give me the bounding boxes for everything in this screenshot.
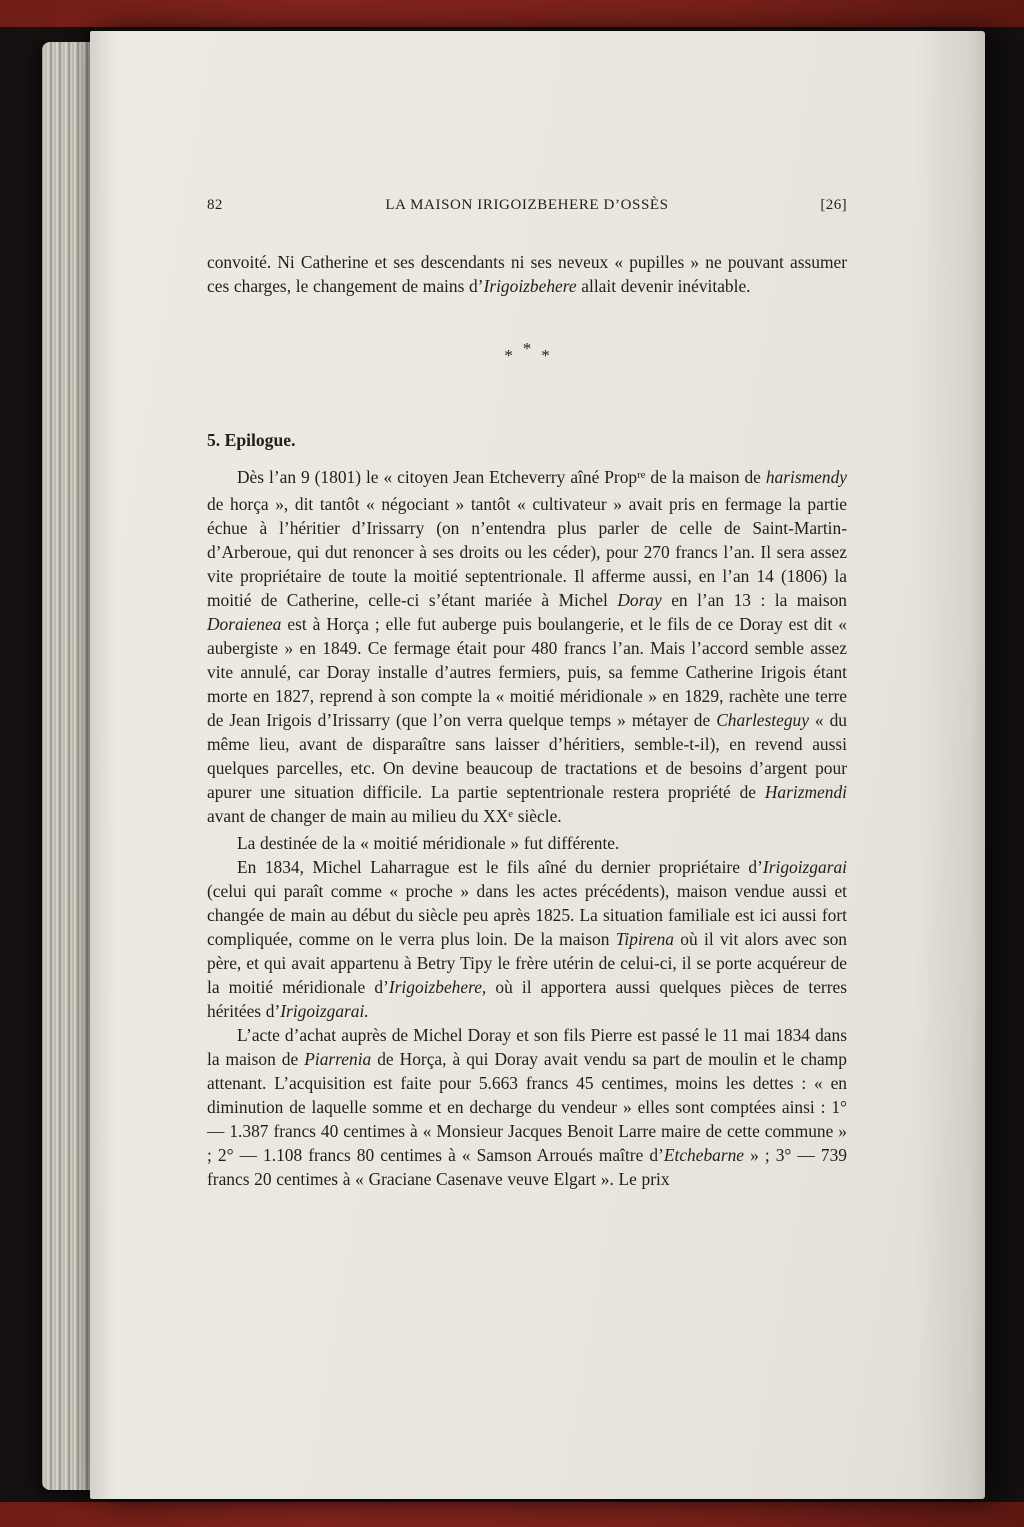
house-name-italic: Irigoizbehere, [388,977,487,997]
paragraph [207,855,847,1023]
house-name-italic: Irigoizgarai. [280,1001,369,1021]
page-content-area [207,197,847,1191]
house-name-italic: Etchebarne [663,1145,745,1165]
text-run: « du même lieu, avant de disparaître sans laisser d’héritiers, semble-t-il), en revend aussi quelques parcelles, etc. On devine beaucoup de tractations et de besoins d’argent pour apurer une situation difficile. La partie septentrionale restera propriété de [207,710,847,802]
text-run: » ; 3° — 739 francs 20 centimes à « Graciane Casenave veuve Elgart ». Le prix [207,1145,847,1189]
house-name-italic: Harizmendi [764,782,847,802]
house-name-italic: Irigoizbehere [483,276,577,296]
text-run: de la maison de [645,467,766,487]
text-run: Dès l’an 9 (1801) le « citoyen Jean Etcheverry aîné Prop [237,467,638,487]
house-name-italic: Tipirena [615,929,675,949]
house-name-italic: Piarrenia [304,1049,372,1069]
running-title: LA MAISON IRIGOIZBEHERE D’OSSÈS [385,197,669,213]
text-run: de Horça, à qui Doray avait vendu sa part de moulin et le champ attenant. L’acquisition est faite pour 5.663 francs 45 centimes, moins les dettes : « en diminution de laquelle somme et en decharge du vendeur » elles sont comptées ainsi : 1° — 1.387 francs 40 centimes à « Monsieur Jacques Benoit Larre maire de cette commune » ; 2° — 1.108 francs 80 centimes à « Samson Arroués maître d’ [207,1049,847,1165]
paragraph [207,465,847,831]
house-name-italic: Doraienea [207,614,282,634]
text-run: en l’an 13 : la maison [661,590,847,610]
section-heading: 5. Epilogue. [207,430,296,450]
paragraph [207,1023,847,1191]
text-run: La destinée de la « moitié méridionale » fut différente. [237,833,620,853]
house-name-italic: harismendy [765,467,847,487]
superscript: e [508,808,513,821]
asterisk-glyph: * [522,339,532,358]
scan-strip-bottom [0,1502,1024,1527]
text-run: est à Horça ; elle fut auberge puis boulangerie, et le fils de ce Doray est dit « aubergiste » en 1849. Ce fermage était pour 480 francs l’an. Mais l’accord semble assez vite annulé, car Doray installe d’autres fermiers, puis, sa femme Catherine Irigois étant morte en 1827, reprend à son compte la « moitié méridionale » en 1829, rachète une terre de Jean Irigois d’Irissarry (que l’on verra quelque temps » métayer de [207,614,847,730]
house-name-italic: Doray [617,590,662,610]
page-body [207,250,847,1191]
text-run: En 1834, Michel Laharrague est le fils aîné du dernier propriétaire d’ [237,857,763,877]
superscript: re [637,469,646,482]
scan-strip-top [0,0,1024,27]
paragraph [207,250,847,298]
book-page-edges [42,42,94,1490]
book-page [90,31,985,1499]
text-run: siècle. [513,806,562,826]
asterisk-glyph: * [504,346,513,365]
text-run: convoité. Ni Catherine et ses descendants ni ses neveux « pupilles » ne pouvant assumer ces charges, le changement de mains d’ [207,252,847,296]
paragraph [207,831,847,855]
text-run: allait devenir inévitable. [576,276,751,296]
text-run: où il apportera aussi quelques pièces de terres héritées d’ [207,977,847,1021]
text-run: (celui qui paraît comme « proche » dans les actes précédents), maison vendue aussi et changée de main au début du siècle peu après 1825. La situation familiale est ici aussi fort compliquée, comme on le verra plus loin. De la maison [207,881,847,949]
running-header [207,197,847,214]
asterisk-glyph: * [541,346,550,365]
text-run: avant de changer de main au milieu du XX [207,806,509,826]
text-run: où il vit alors avec son père, et qui avait appartenu à Betry Tipy le frère utérin de celui-ci, il se porte acquéreur de la moitié méridionale d’ [207,929,847,997]
asterisk-separator [207,339,847,368]
folio-marker: [26] [820,197,847,213]
text-run: de horça », dit tantôt « négociant » tantôt « cultivateur » avait pris en fermage la partie échue à l’héritier d’Irissarry (on n’entendra plus parler de celle de Saint-Martin-d’Arberoue, qui dut renoncer à ses droits ou les céder), pour 270 francs l’an. Il sera assez vite propriétaire de toute la moitié septentrionale. Il afferme aussi, en l’an 14 (1806) la moitié de Catherine, celle-ci s’étant mariée à Michel [207,494,847,610]
text-run: L’acte d’achat auprès de Michel Doray et son fils Pierre est passé le 11 mai 1834 dans la maison de [207,1025,847,1069]
page-number: 82 [207,197,223,213]
house-name-italic: Irigoizgarai [762,857,847,877]
house-name-italic: Charlesteguy [716,710,809,730]
